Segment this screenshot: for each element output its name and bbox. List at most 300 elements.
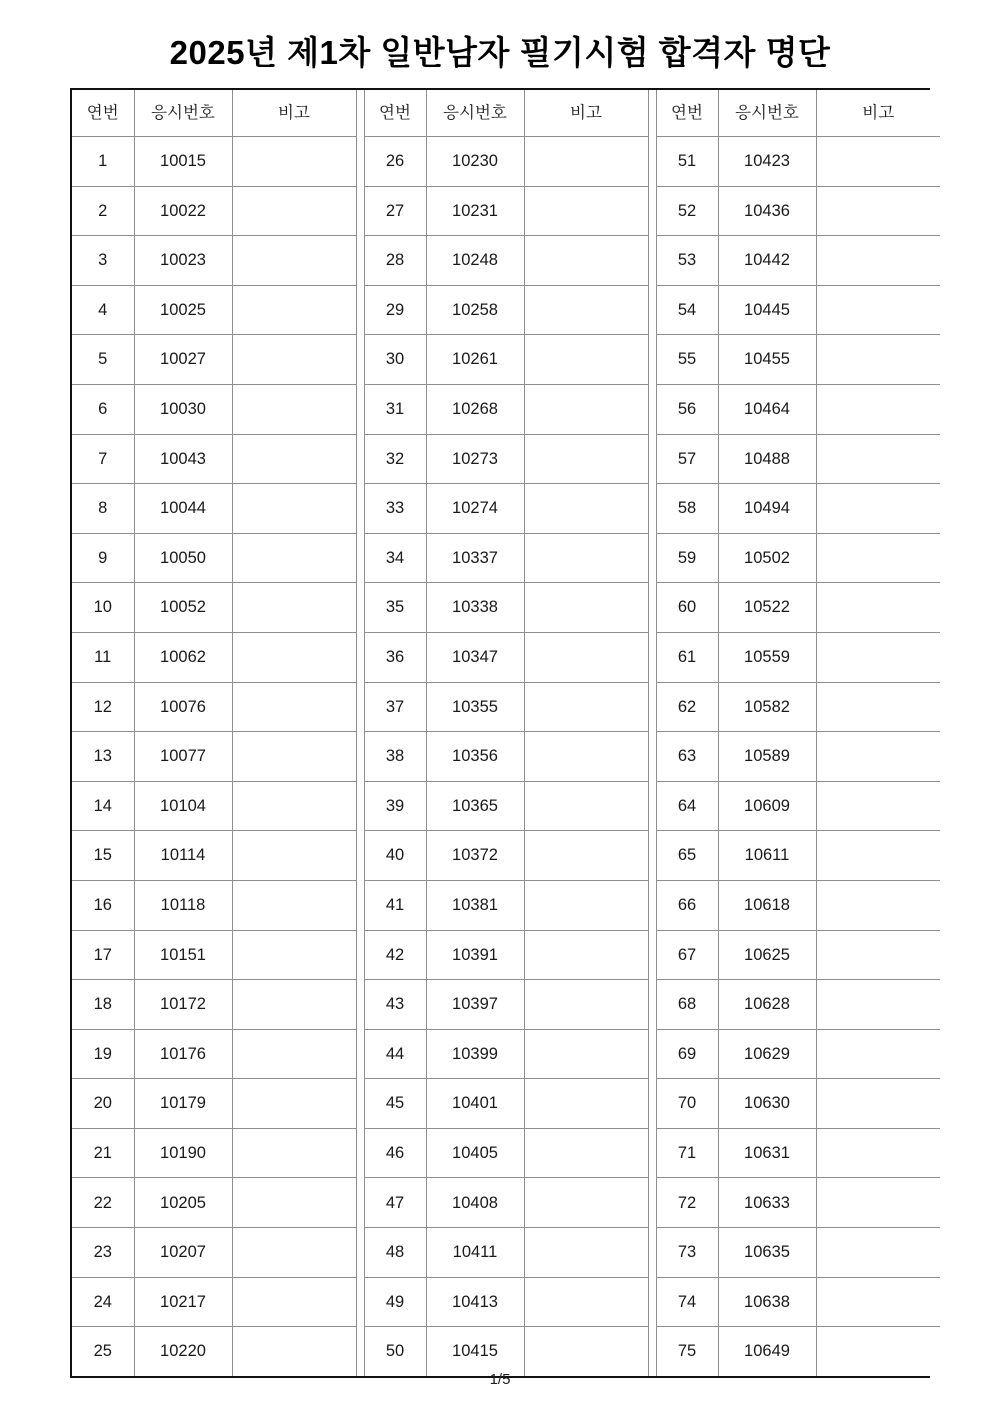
cell-remark <box>816 1228 940 1278</box>
cell-remark <box>816 533 940 583</box>
cell-remark <box>816 682 940 732</box>
block-separator <box>356 682 364 732</box>
table-row <box>72 1178 940 1228</box>
cell-remark <box>816 781 940 831</box>
cell-remark <box>524 583 648 633</box>
cell-sequence-number: 61 <box>656 632 718 682</box>
cell-exam-number: 10217 <box>134 1277 232 1327</box>
cell-exam-number: 10436 <box>718 186 816 236</box>
cell-exam-number: 10399 <box>426 1029 524 1079</box>
cell-remark <box>524 980 648 1030</box>
cell-remark <box>524 880 648 930</box>
cell-sequence-number: 65 <box>656 831 718 881</box>
cell-remark <box>524 632 648 682</box>
cell-sequence-number: 19 <box>72 1029 134 1079</box>
cell-exam-number: 10338 <box>426 583 524 633</box>
cell-exam-number: 10077 <box>134 732 232 782</box>
cell-sequence-number: 39 <box>364 781 426 831</box>
cell-remark <box>524 1228 648 1278</box>
column-header-seq-3: 연번 <box>656 90 718 137</box>
block-separator <box>648 1178 656 1228</box>
block-separator <box>356 1178 364 1228</box>
cell-sequence-number: 74 <box>656 1277 718 1327</box>
block-separator <box>356 781 364 831</box>
table-body <box>72 137 940 1376</box>
cell-exam-number: 10355 <box>426 682 524 732</box>
cell-sequence-number: 37 <box>364 682 426 732</box>
cell-remark <box>232 781 356 831</box>
cell-sequence-number: 26 <box>364 137 426 187</box>
cell-exam-number: 10179 <box>134 1079 232 1129</box>
block-separator <box>356 980 364 1030</box>
cell-remark <box>816 831 940 881</box>
cell-exam-number: 10022 <box>134 186 232 236</box>
cell-sequence-number: 63 <box>656 732 718 782</box>
cell-remark <box>816 980 940 1030</box>
cell-remark <box>816 186 940 236</box>
cell-sequence-number: 59 <box>656 533 718 583</box>
block-separator <box>648 1228 656 1278</box>
pass-list-table-container <box>70 88 930 1378</box>
cell-sequence-number: 31 <box>364 384 426 434</box>
block-separator <box>648 137 656 187</box>
block-separator <box>356 1128 364 1178</box>
cell-exam-number: 10408 <box>426 1178 524 1228</box>
cell-remark <box>524 285 648 335</box>
cell-exam-number: 10015 <box>134 137 232 187</box>
cell-sequence-number: 10 <box>72 583 134 633</box>
cell-remark <box>816 484 940 534</box>
cell-exam-number: 10415 <box>426 1327 524 1376</box>
cell-sequence-number: 6 <box>72 384 134 434</box>
cell-remark <box>816 1029 940 1079</box>
table-header-row <box>72 90 940 137</box>
cell-remark <box>232 1277 356 1327</box>
block-separator <box>648 1327 656 1376</box>
block-separator <box>648 980 656 1030</box>
cell-sequence-number: 38 <box>364 732 426 782</box>
table-row <box>72 1277 940 1327</box>
cell-sequence-number: 52 <box>656 186 718 236</box>
table-row <box>72 335 940 385</box>
block-separator <box>356 335 364 385</box>
cell-sequence-number: 4 <box>72 285 134 335</box>
cell-remark <box>232 484 356 534</box>
cell-exam-number: 10052 <box>134 583 232 633</box>
cell-exam-number: 10050 <box>134 533 232 583</box>
column-header-remark-1: 비고 <box>232 90 356 137</box>
cell-sequence-number: 9 <box>72 533 134 583</box>
block-separator <box>648 533 656 583</box>
block-separator <box>356 930 364 980</box>
table-row <box>72 632 940 682</box>
cell-sequence-number: 21 <box>72 1128 134 1178</box>
block-separator <box>648 1128 656 1178</box>
cell-remark <box>232 930 356 980</box>
block-separator <box>648 1029 656 1079</box>
cell-remark <box>524 335 648 385</box>
cell-remark <box>232 384 356 434</box>
cell-exam-number: 10044 <box>134 484 232 534</box>
block-separator <box>356 484 364 534</box>
cell-remark <box>232 335 356 385</box>
cell-exam-number: 10220 <box>134 1327 232 1376</box>
block-separator <box>648 880 656 930</box>
cell-exam-number: 10114 <box>134 831 232 881</box>
cell-remark <box>524 137 648 187</box>
cell-sequence-number: 1 <box>72 137 134 187</box>
cell-exam-number: 10258 <box>426 285 524 335</box>
cell-sequence-number: 62 <box>656 682 718 732</box>
cell-sequence-number: 73 <box>656 1228 718 1278</box>
cell-sequence-number: 36 <box>364 632 426 682</box>
table-row <box>72 781 940 831</box>
cell-sequence-number: 45 <box>364 1079 426 1129</box>
cell-sequence-number: 40 <box>364 831 426 881</box>
cell-sequence-number: 71 <box>656 1128 718 1178</box>
table-row <box>72 384 940 434</box>
cell-exam-number: 10347 <box>426 632 524 682</box>
cell-remark <box>524 236 648 286</box>
cell-remark <box>232 732 356 782</box>
cell-remark <box>816 583 940 633</box>
cell-sequence-number: 14 <box>72 781 134 831</box>
cell-remark <box>816 632 940 682</box>
cell-exam-number: 10043 <box>134 434 232 484</box>
cell-sequence-number: 8 <box>72 484 134 534</box>
block-separator <box>356 1277 364 1327</box>
cell-remark <box>232 285 356 335</box>
block-separator <box>648 236 656 286</box>
cell-remark <box>816 236 940 286</box>
cell-exam-number: 10337 <box>426 533 524 583</box>
table-row <box>72 980 940 1030</box>
cell-sequence-number: 53 <box>656 236 718 286</box>
cell-exam-number: 10172 <box>134 980 232 1030</box>
cell-remark <box>816 335 940 385</box>
cell-sequence-number: 75 <box>656 1327 718 1376</box>
page-title: 2025년 제1차 일반남자 필기시험 합격자 명단 <box>169 34 831 71</box>
table-row <box>72 682 940 732</box>
cell-remark <box>232 880 356 930</box>
cell-remark <box>816 732 940 782</box>
table-row <box>72 186 940 236</box>
table-row <box>72 285 940 335</box>
cell-remark <box>524 1178 648 1228</box>
table-row <box>72 484 940 534</box>
cell-remark <box>816 930 940 980</box>
table-row <box>72 1079 940 1129</box>
cell-exam-number: 10582 <box>718 682 816 732</box>
cell-exam-number: 10062 <box>134 632 232 682</box>
cell-remark <box>524 1128 648 1178</box>
cell-exam-number: 10413 <box>426 1277 524 1327</box>
cell-sequence-number: 50 <box>364 1327 426 1376</box>
cell-exam-number: 10151 <box>134 930 232 980</box>
cell-sequence-number: 46 <box>364 1128 426 1178</box>
cell-sequence-number: 22 <box>72 1178 134 1228</box>
block-separator <box>648 335 656 385</box>
column-header-seq-1: 연번 <box>72 90 134 137</box>
cell-exam-number: 10372 <box>426 831 524 881</box>
table-row <box>72 434 940 484</box>
cell-sequence-number: 35 <box>364 583 426 633</box>
cell-sequence-number: 57 <box>656 434 718 484</box>
block-separator <box>648 732 656 782</box>
cell-exam-number: 10628 <box>718 980 816 1030</box>
cell-sequence-number: 20 <box>72 1079 134 1129</box>
cell-exam-number: 10522 <box>718 583 816 633</box>
cell-remark <box>232 236 356 286</box>
cell-sequence-number: 44 <box>364 1029 426 1079</box>
cell-exam-number: 10559 <box>718 632 816 682</box>
block-separator <box>356 285 364 335</box>
cell-exam-number: 10397 <box>426 980 524 1030</box>
cell-exam-number: 10025 <box>134 285 232 335</box>
cell-exam-number: 10248 <box>426 236 524 286</box>
cell-remark <box>232 632 356 682</box>
block-separator <box>356 1228 364 1278</box>
cell-sequence-number: 23 <box>72 1228 134 1278</box>
cell-sequence-number: 66 <box>656 880 718 930</box>
table-row <box>72 1029 940 1079</box>
block-separator <box>356 583 364 633</box>
cell-sequence-number: 56 <box>656 384 718 434</box>
column-header-examno-1: 응시번호 <box>134 90 232 137</box>
cell-exam-number: 10638 <box>718 1277 816 1327</box>
block-separator <box>356 831 364 881</box>
block-separator <box>648 1079 656 1129</box>
block-separator <box>648 384 656 434</box>
cell-exam-number: 10455 <box>718 335 816 385</box>
cell-exam-number: 10502 <box>718 533 816 583</box>
cell-exam-number: 10635 <box>718 1228 816 1278</box>
cell-exam-number: 10381 <box>426 880 524 930</box>
cell-remark <box>816 1128 940 1178</box>
cell-remark <box>232 434 356 484</box>
cell-remark <box>232 1029 356 1079</box>
block-separator-1 <box>356 90 364 137</box>
block-separator <box>648 186 656 236</box>
cell-exam-number: 10027 <box>134 335 232 385</box>
block-separator <box>648 930 656 980</box>
cell-remark <box>524 732 648 782</box>
table-row <box>72 831 940 881</box>
cell-remark <box>816 384 940 434</box>
block-separator <box>648 1277 656 1327</box>
cell-sequence-number: 2 <box>72 186 134 236</box>
cell-exam-number: 10076 <box>134 682 232 732</box>
column-header-remark-2: 비고 <box>524 90 648 137</box>
cell-sequence-number: 58 <box>656 484 718 534</box>
block-separator <box>356 632 364 682</box>
block-separator-2 <box>648 90 656 137</box>
cell-remark <box>524 682 648 732</box>
cell-exam-number: 10423 <box>718 137 816 187</box>
cell-remark <box>816 285 940 335</box>
cell-exam-number: 10401 <box>426 1079 524 1129</box>
block-separator <box>356 732 364 782</box>
cell-exam-number: 10023 <box>134 236 232 286</box>
cell-sequence-number: 28 <box>364 236 426 286</box>
block-separator <box>356 186 364 236</box>
cell-exam-number: 10494 <box>718 484 816 534</box>
table-row <box>72 137 940 187</box>
cell-exam-number: 10611 <box>718 831 816 881</box>
block-separator <box>648 583 656 633</box>
cell-exam-number: 10190 <box>134 1128 232 1178</box>
cell-sequence-number: 17 <box>72 930 134 980</box>
cell-exam-number: 10405 <box>426 1128 524 1178</box>
cell-remark <box>524 384 648 434</box>
cell-sequence-number: 67 <box>656 930 718 980</box>
cell-sequence-number: 43 <box>364 980 426 1030</box>
cell-sequence-number: 54 <box>656 285 718 335</box>
cell-exam-number: 10207 <box>134 1228 232 1278</box>
cell-exam-number: 10230 <box>426 137 524 187</box>
block-separator <box>356 1079 364 1129</box>
cell-remark <box>816 1277 940 1327</box>
cell-remark <box>816 137 940 187</box>
cell-sequence-number: 30 <box>364 335 426 385</box>
cell-sequence-number: 64 <box>656 781 718 831</box>
column-header-examno-3: 응시번호 <box>718 90 816 137</box>
cell-sequence-number: 48 <box>364 1228 426 1278</box>
cell-exam-number: 10205 <box>134 1178 232 1228</box>
cell-exam-number: 10629 <box>718 1029 816 1079</box>
cell-exam-number: 10445 <box>718 285 816 335</box>
cell-remark <box>524 1277 648 1327</box>
cell-sequence-number: 70 <box>656 1079 718 1129</box>
cell-exam-number: 10104 <box>134 781 232 831</box>
cell-sequence-number: 5 <box>72 335 134 385</box>
cell-sequence-number: 69 <box>656 1029 718 1079</box>
cell-exam-number: 10118 <box>134 880 232 930</box>
cell-remark <box>232 980 356 1030</box>
block-separator <box>356 1327 364 1376</box>
table-row <box>72 930 940 980</box>
cell-remark <box>524 1079 648 1129</box>
cell-sequence-number: 41 <box>364 880 426 930</box>
table-row <box>72 880 940 930</box>
cell-exam-number: 10625 <box>718 930 816 980</box>
cell-remark <box>232 137 356 187</box>
column-header-remark-3: 비고 <box>816 90 940 137</box>
cell-sequence-number: 3 <box>72 236 134 286</box>
cell-sequence-number: 42 <box>364 930 426 980</box>
cell-remark <box>232 1228 356 1278</box>
cell-remark <box>524 781 648 831</box>
cell-exam-number: 10356 <box>426 732 524 782</box>
cell-remark <box>232 533 356 583</box>
table-row <box>72 732 940 782</box>
cell-remark <box>816 880 940 930</box>
cell-exam-number: 10365 <box>426 781 524 831</box>
block-separator <box>356 880 364 930</box>
table-header <box>72 90 940 137</box>
cell-sequence-number: 25 <box>72 1327 134 1376</box>
cell-sequence-number: 15 <box>72 831 134 881</box>
cell-exam-number: 10231 <box>426 186 524 236</box>
table-row <box>72 236 940 286</box>
cell-remark <box>816 1327 940 1376</box>
pass-list-table <box>72 90 940 1376</box>
block-separator <box>648 781 656 831</box>
cell-remark <box>524 831 648 881</box>
table-row <box>72 533 940 583</box>
block-separator <box>356 137 364 187</box>
cell-remark <box>816 434 940 484</box>
block-separator <box>648 682 656 732</box>
block-separator <box>356 533 364 583</box>
cell-remark <box>524 1327 648 1376</box>
block-separator <box>356 384 364 434</box>
cell-sequence-number: 7 <box>72 434 134 484</box>
block-separator <box>648 285 656 335</box>
block-separator <box>356 434 364 484</box>
cell-sequence-number: 16 <box>72 880 134 930</box>
cell-sequence-number: 29 <box>364 285 426 335</box>
cell-sequence-number: 18 <box>72 980 134 1030</box>
cell-sequence-number: 55 <box>656 335 718 385</box>
cell-exam-number: 10274 <box>426 484 524 534</box>
cell-exam-number: 10618 <box>718 880 816 930</box>
cell-sequence-number: 27 <box>364 186 426 236</box>
cell-sequence-number: 49 <box>364 1277 426 1327</box>
cell-remark <box>524 533 648 583</box>
table-row <box>72 1327 940 1376</box>
cell-exam-number: 10633 <box>718 1178 816 1228</box>
cell-exam-number: 10609 <box>718 781 816 831</box>
column-header-examno-2: 응시번호 <box>426 90 524 137</box>
block-separator <box>648 434 656 484</box>
cell-sequence-number: 72 <box>656 1178 718 1228</box>
cell-sequence-number: 68 <box>656 980 718 1030</box>
cell-remark <box>524 1029 648 1079</box>
cell-exam-number: 10273 <box>426 434 524 484</box>
cell-exam-number: 10442 <box>718 236 816 286</box>
cell-exam-number: 10261 <box>426 335 524 385</box>
cell-sequence-number: 34 <box>364 533 426 583</box>
block-separator <box>648 632 656 682</box>
block-separator <box>356 1029 364 1079</box>
block-separator <box>648 484 656 534</box>
cell-sequence-number: 60 <box>656 583 718 633</box>
cell-exam-number: 10631 <box>718 1128 816 1178</box>
cell-sequence-number: 12 <box>72 682 134 732</box>
cell-remark <box>232 1327 356 1376</box>
table-row <box>72 583 940 633</box>
cell-exam-number: 10176 <box>134 1029 232 1079</box>
column-header-seq-2: 연번 <box>364 90 426 137</box>
page-number: 1/5 <box>489 1371 511 1388</box>
cell-exam-number: 10268 <box>426 384 524 434</box>
cell-remark <box>232 1128 356 1178</box>
cell-exam-number: 10589 <box>718 732 816 782</box>
cell-remark <box>232 831 356 881</box>
cell-sequence-number: 47 <box>364 1178 426 1228</box>
cell-remark <box>232 583 356 633</box>
cell-remark <box>232 1178 356 1228</box>
cell-exam-number: 10391 <box>426 930 524 980</box>
cell-exam-number: 10411 <box>426 1228 524 1278</box>
cell-exam-number: 10030 <box>134 384 232 434</box>
cell-remark <box>524 930 648 980</box>
cell-remark <box>232 682 356 732</box>
cell-exam-number: 10649 <box>718 1327 816 1376</box>
cell-exam-number: 10630 <box>718 1079 816 1129</box>
cell-remark <box>232 186 356 236</box>
